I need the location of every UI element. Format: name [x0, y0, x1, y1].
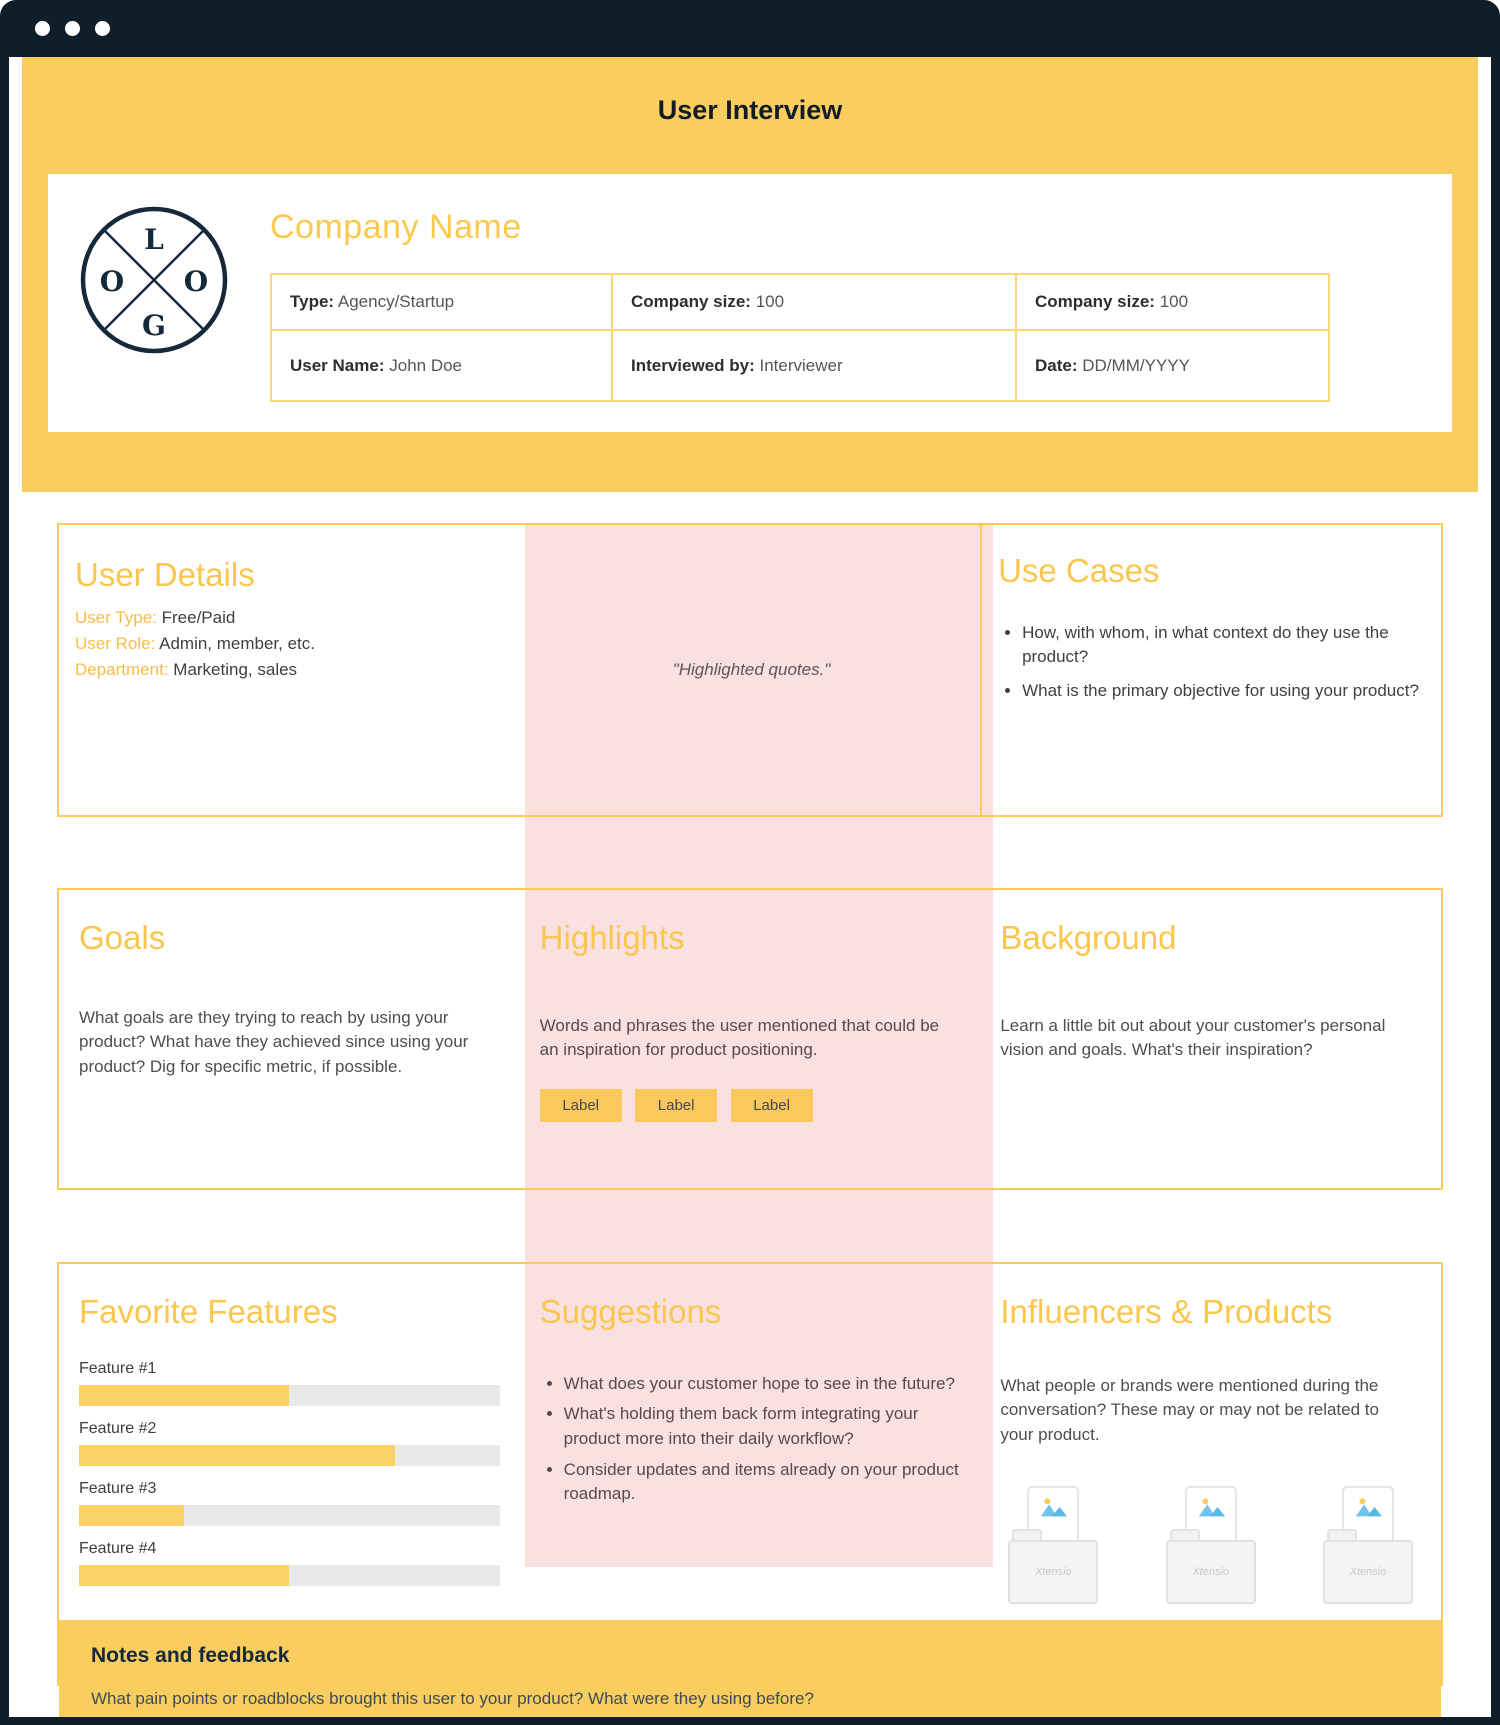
- favorite-features-title: Favorite Features: [79, 1293, 338, 1330]
- feature-bar[interactable]: [79, 1480, 500, 1526]
- notes-title: Notes and feedback: [91, 1643, 290, 1667]
- influencers-section: [980, 1264, 1441, 1620]
- suggestions-list: [544, 1372, 961, 1507]
- feature-bar-fill: [79, 1565, 289, 1586]
- cell-value: Interviewer: [759, 355, 843, 375]
- user-details-title: User Details: [75, 556, 255, 593]
- table-cell-user-name[interactable]: [271, 330, 612, 401]
- use-cases-list: [1002, 621, 1425, 704]
- cell-value: Agency/Startup: [337, 292, 455, 311]
- suggestion-item[interactable]: • What's holding them back form integrating your product more into their daily workflow?: [564, 1402, 961, 1451]
- feature-label: Feature #4: [79, 1539, 157, 1557]
- field-label: User Role:: [75, 633, 156, 653]
- highlighted-quote: "Highlighted quotes.": [672, 660, 831, 679]
- cell-value: 100: [1159, 292, 1189, 311]
- feature-bar-track: [79, 1445, 500, 1466]
- table-cell-type[interactable]: [271, 274, 612, 330]
- label-chip-1[interactable]: Label: [540, 1089, 622, 1122]
- window-dot-3: [95, 21, 110, 36]
- company-card: [48, 174, 1452, 432]
- favorite-features-section: [59, 1264, 520, 1620]
- watermark-text: Xtensio: [1192, 1565, 1230, 1578]
- user-details-panel: [57, 523, 982, 817]
- highlight-labels: [540, 1089, 961, 1122]
- watermark-text: Xtensio: [1349, 1565, 1387, 1578]
- feature-label: Feature #3: [79, 1479, 157, 1497]
- highlights-title: Highlights: [539, 919, 685, 956]
- row-features-suggestions-influencers: [57, 1262, 1443, 1708]
- row-user-details: [57, 523, 1443, 817]
- window-dot-1: [35, 21, 50, 36]
- use-case-item[interactable]: • How, with whom, in what context do they use the product?: [1022, 621, 1425, 670]
- feature-bar[interactable]: [79, 1420, 500, 1466]
- influencers-title: Influencers & Products: [1000, 1293, 1333, 1330]
- highlighted-quotes-cell[interactable]: [523, 525, 980, 815]
- cell-label: Company size:: [1035, 292, 1155, 311]
- notes-text[interactable]: What pain points or roadblocks brought this user to your product? What were they using before?: [91, 1688, 814, 1708]
- image-placeholders: [1000, 1486, 1421, 1604]
- feature-label: Feature #1: [79, 1359, 157, 1377]
- feature-bar[interactable]: [79, 1540, 500, 1586]
- cell-value: 100: [755, 292, 785, 311]
- logo-letter-left: O: [99, 265, 125, 298]
- page-title: User Interview: [657, 95, 843, 125]
- company-table: [270, 273, 1330, 402]
- goals-text[interactable]: What goals are they trying to reach by using your product? What have they achieved since using your product? Dig for specific metric, if possible.: [79, 1007, 469, 1076]
- cell-label: Type:: [290, 292, 335, 311]
- window-titlebar: [0, 0, 1500, 57]
- image-icon: [1353, 1496, 1383, 1518]
- cell-label: Date:: [1035, 355, 1078, 375]
- cell-label: Company size:: [631, 292, 751, 311]
- feature-bar-track: [79, 1565, 500, 1586]
- feature-bars: [79, 1360, 500, 1586]
- feature-bar-fill: [79, 1385, 289, 1406]
- company-name[interactable]: Company Name: [270, 208, 522, 246]
- use-cases-panel: [980, 523, 1443, 817]
- window-dot-2: [65, 21, 80, 36]
- label-chip-2[interactable]: Label: [635, 1089, 717, 1122]
- label-chip-3[interactable]: Label: [731, 1089, 813, 1122]
- folder-body: [1323, 1540, 1413, 1604]
- row-goals-highlights-background: [57, 888, 1443, 1190]
- image-placeholder-2[interactable]: [1166, 1486, 1256, 1604]
- logo-letter-right: O: [183, 265, 209, 298]
- background-text[interactable]: Learn a little bit out about your customer's personal vision and goals. What's their inspiration?: [1000, 1015, 1386, 1060]
- watermark-text: Xtensio: [1034, 1565, 1072, 1578]
- image-icon: [1038, 1496, 1068, 1518]
- cell-value: DD/MM/YYYY: [1082, 355, 1190, 375]
- notes-and-feedback-section: [59, 1620, 1441, 1725]
- field-label: User Type:: [75, 607, 157, 627]
- hero-section: [22, 57, 1478, 492]
- feature-bar-track: [79, 1385, 500, 1406]
- field-value: Marketing, sales: [173, 660, 298, 680]
- feature-bar-fill: [79, 1505, 184, 1526]
- field-value: Admin, member, etc.: [159, 633, 315, 653]
- suggestion-item[interactable]: • Consider updates and items already on your product roadmap.: [564, 1458, 961, 1507]
- highlights-section: [520, 890, 981, 1188]
- feature-bar-fill: [79, 1445, 395, 1466]
- cell-label: User Name:: [290, 355, 385, 375]
- field-label: Department:: [75, 660, 169, 680]
- company-logo: [78, 204, 230, 361]
- feature-bar[interactable]: [79, 1360, 500, 1406]
- use-cases-title: Use Cases: [998, 552, 1160, 589]
- field-department[interactable]: [75, 657, 507, 683]
- background-title: Background: [1000, 919, 1177, 956]
- suggestions-title: Suggestions: [539, 1293, 722, 1330]
- image-icon: [1196, 1496, 1226, 1518]
- background-section: [980, 890, 1441, 1188]
- folder-body: [1166, 1540, 1256, 1604]
- use-case-item[interactable]: • What is the primary objective for using your product?: [1022, 679, 1425, 704]
- company-info: [270, 204, 1422, 402]
- page: [0, 57, 1500, 1725]
- image-placeholder-3[interactable]: [1323, 1486, 1413, 1604]
- table-cell-company-size-1[interactable]: [612, 274, 1016, 330]
- suggestion-item[interactable]: • What does your customer hope to see in the future?: [564, 1372, 961, 1397]
- cell-label: Interviewed by:: [631, 355, 755, 375]
- board: [57, 523, 1443, 1708]
- user-details-section: [59, 525, 523, 815]
- field-value: Free/Paid: [161, 607, 236, 627]
- highlights-text: Words and phrases the user mentioned that could be an inspiration for product positioning.: [539, 1015, 940, 1060]
- feature-label: Feature #2: [79, 1419, 157, 1437]
- feature-bar-track: [79, 1505, 500, 1526]
- table-cell-date[interactable]: [1016, 330, 1329, 401]
- logo-letter-top: L: [144, 223, 164, 256]
- table-cell-company-size-2[interactable]: [1016, 274, 1329, 330]
- logo-letter-bottom: G: [142, 309, 166, 342]
- folder-body: [1008, 1540, 1098, 1604]
- field-user-type[interactable]: [75, 605, 507, 631]
- table-cell-interviewed-by[interactable]: [612, 330, 1016, 401]
- goals-title: Goals: [79, 919, 166, 956]
- image-placeholder-1[interactable]: [1008, 1486, 1098, 1604]
- suggestions-section: [520, 1264, 981, 1620]
- goals-section: [59, 890, 520, 1188]
- influencers-text[interactable]: What people or brands were mentioned during the conversation? These may or may not be related to your product.: [1000, 1375, 1379, 1444]
- cell-value: John Doe: [389, 355, 463, 375]
- field-user-role[interactable]: [75, 631, 507, 657]
- logo-icon: [78, 204, 230, 356]
